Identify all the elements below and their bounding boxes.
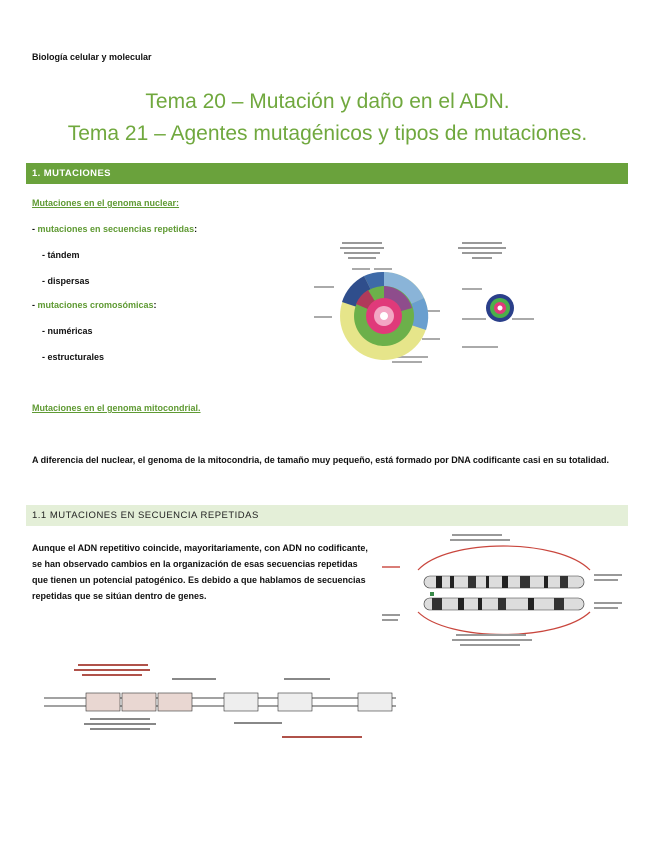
page-title-1: Tema 20 – Mutación y daño en el ADN.	[145, 90, 510, 113]
list-item-suffix: :	[153, 300, 157, 310]
genome-composition-figure	[312, 238, 547, 370]
course-name: Biología celular y molecular	[32, 52, 152, 62]
page-title-2: Tema 21 – Agentes mutagénicos y tipos de mutaciones.	[67, 122, 588, 145]
list-item-chromosomal	[32, 300, 157, 310]
list-item-prefix: -	[32, 224, 38, 234]
sub-item-estructurales: - estructurales	[42, 352, 105, 362]
sub-item-numericas: - numéricas	[42, 326, 93, 336]
section-heading-secuencias-repetidas: 1.1 MUTACIONES EN SECUENCIA REPETIDAS	[26, 505, 628, 526]
chromosome-repeats-figure	[378, 532, 630, 658]
list-item-prefix: -	[32, 300, 38, 310]
mito-genome-heading: Mutaciones en el genoma mitocondrial.	[32, 403, 201, 413]
repeated-sequences-paragraph: Aunque el ADN repetitivo coincide, mayoritariamente, con ADN no codificante, se han observado cambios en la organización de esas secuencias repetidas que tienen un potencial patogénico. Es debido a que hablamos de secuencias repetidas que se sitúan dentro de genes.	[32, 543, 368, 601]
list-item-label: mutaciones cromosómicas	[37, 300, 154, 310]
tandem-repeats-figure	[44, 660, 404, 744]
section-heading-mutaciones: 1. MUTACIONES	[26, 163, 628, 184]
sub-item-dispersas: - dispersas	[42, 276, 90, 286]
mito-text: A diferencia del nuclear, el genoma de la mitocondria, de tamaño muy pequeño, está formado por DNA codificante casi en su totalidad.	[32, 455, 609, 465]
list-item-label: mutaciones en secuencias repetidas	[37, 224, 195, 234]
list-item-repeated	[32, 224, 197, 234]
sub-item-tandem: - tándem	[42, 250, 80, 260]
nuclear-genome-heading: Mutaciones en el genoma nuclear:	[32, 198, 180, 208]
list-item-suffix: :	[194, 224, 198, 234]
